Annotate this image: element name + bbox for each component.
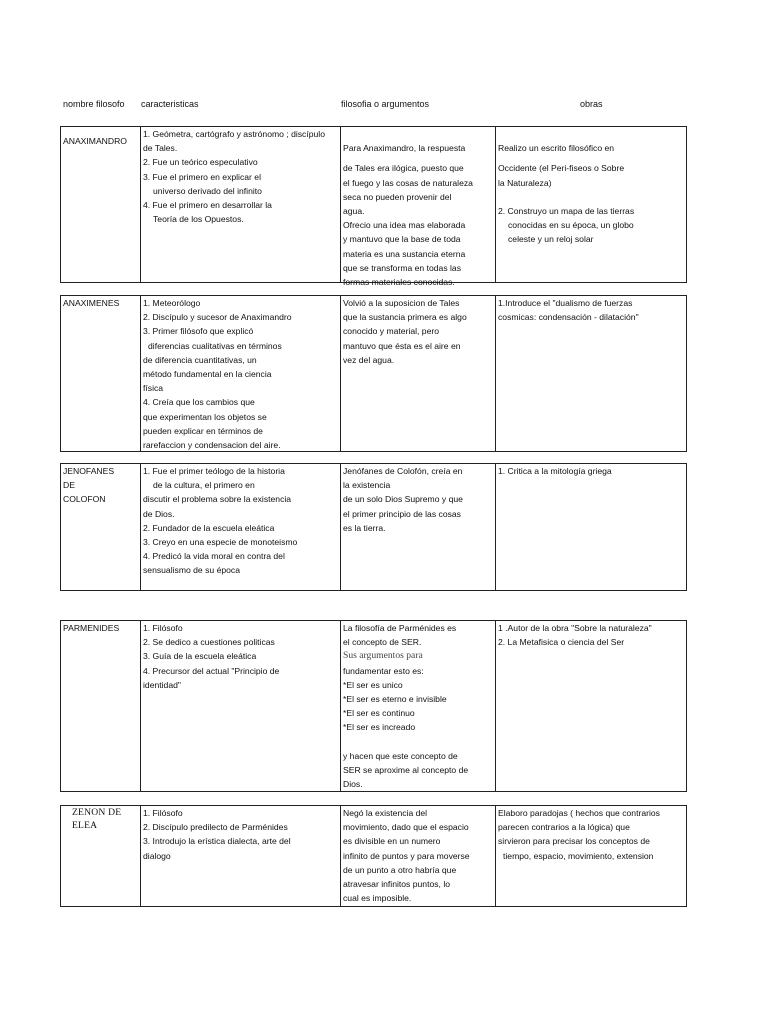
text-line: rarefaccion y condensacion del aire. <box>143 440 281 451</box>
philosophy-cell <box>340 621 495 791</box>
text-line: Realizo un escrito filosófico en <box>498 143 615 154</box>
text-line: Volvió a la suposicion de Tales <box>343 298 460 308</box>
text-line: es la tierra. <box>343 522 386 533</box>
philosopher-name: ZENON DE <box>72 807 122 818</box>
text-line: Teoría de los Opuestos. <box>153 214 244 225</box>
text-line: sensualismo de su época <box>143 565 240 576</box>
philosopher-name: COLOFON <box>63 494 106 505</box>
text-line: fundamentar esto es: <box>343 665 424 676</box>
characteristics-cell <box>140 296 340 451</box>
text-line: Negó la existencia del <box>343 808 428 818</box>
text-line: SER se aproxime al concepto de <box>343 765 469 776</box>
text-line: es divisible en un numero <box>343 836 441 847</box>
philosopher-name: ANAXIMANDRO <box>63 136 127 146</box>
blank-line <box>498 127 686 141</box>
text-line: universo derivado del infinito <box>153 185 262 196</box>
name-cell <box>61 127 140 282</box>
text-line: Jenófanes de Colofón, creía en <box>343 466 463 476</box>
text-line: identidad" <box>143 679 181 690</box>
philosopher-name: ELEA <box>72 820 98 831</box>
text-line: de Dios. <box>143 508 175 519</box>
name-cell <box>61 464 140 590</box>
philosopher-name: ANAXIMENES <box>63 298 120 308</box>
text-line: 3. Primer filósofo que explicó <box>143 326 254 337</box>
text-line: *El ser es continuo <box>343 708 415 719</box>
philosopher-row <box>60 126 687 288</box>
header-philosophy: filosofia o argumentos <box>341 99 430 109</box>
works-cell <box>495 621 688 791</box>
text-line: de un solo Dios Supremo y que <box>343 494 463 505</box>
text-line: *El ser es increado <box>343 722 416 733</box>
text-line: 2. Construyo un mapa de las tierras <box>498 205 635 216</box>
text-line: 1 .Autor de la obra "Sobre la naturaleza" <box>498 623 652 633</box>
text-line: discutir el problema sobre la existencia <box>143 494 292 505</box>
blank-line <box>343 735 493 749</box>
text-line: 4. Fue el primero en desarrollar la <box>143 200 272 211</box>
works-cell <box>495 127 688 282</box>
text-line: celeste y un reloj solar <box>508 234 594 245</box>
text-line: cual es imposible. <box>343 893 412 904</box>
text-line: conocido y material, pero <box>343 326 440 337</box>
header-works: obras <box>580 99 603 109</box>
blank-line <box>343 127 493 141</box>
text-line: 1. Filósofo <box>143 808 183 818</box>
philosopher-name: JENOFANES <box>63 466 115 476</box>
text-line: 2. Discípulo y sucesor de Anaximandro <box>143 312 292 323</box>
text-line: método fundamental en la ciencia <box>143 369 272 380</box>
philosophy-cell <box>340 127 495 288</box>
philosopher-row <box>60 620 687 792</box>
philosopher-row <box>60 463 687 591</box>
text-line: 3. Fue el primero en explicar el <box>143 171 261 182</box>
philosophy-cell <box>340 806 495 906</box>
text-line: la Naturaleza) <box>498 177 552 188</box>
characteristics-cell <box>140 806 340 906</box>
text-line: que experimentan los objetos se <box>143 411 267 422</box>
text-line: sirvieron para precisar los conceptos de <box>498 836 650 847</box>
text-line: movimiento, dado que el espacio <box>343 822 469 833</box>
philosophy-cell <box>340 296 495 451</box>
name-cell <box>61 296 140 451</box>
text-line: tiempo, espacio, movimiento, extension <box>503 850 654 861</box>
philosophy-cell <box>340 464 495 590</box>
philosopher-row <box>60 805 687 907</box>
name-cell <box>61 806 140 906</box>
text-line: 2. La Metafisica o ciencia del Ser <box>498 637 625 648</box>
text-line: seca no pueden provenir del <box>343 191 452 202</box>
text-line: mantuvo que ésta es el aire en <box>343 340 461 351</box>
text-line: pueden explicar en términos de <box>143 425 263 436</box>
text-line: Occidente (el Peri-fiseos o Sobre <box>498 163 625 174</box>
text-line: Sus argumentos para <box>343 650 423 662</box>
text-line: 2. Fue un teórico especulativo <box>143 157 258 168</box>
characteristics-cell <box>140 127 340 282</box>
text-line: y hacen que este concepto de <box>343 750 458 761</box>
text-line: 3. Guía de la escuela eleática <box>143 651 257 662</box>
text-line: *El ser es unico <box>343 679 403 690</box>
text-line: parecen contrarios a la lógica) que <box>498 822 630 833</box>
philosopher-name: DE <box>63 480 75 491</box>
text-line: el concepto de SER. <box>343 637 422 648</box>
text-line: la existencia <box>343 480 391 491</box>
text-line: que la sustancia primera es algo <box>343 312 467 323</box>
text-line: 1. Meteorólogo <box>143 298 201 308</box>
text-line: el fuego y las cosas de naturaleza <box>343 177 473 188</box>
text-line: 3. Creyo en una especie de monoteismo <box>143 537 298 548</box>
text-line: 1.Introduce el "dualismo de fuerzas <box>498 298 633 308</box>
text-line: el primer principio de las cosas <box>343 508 461 519</box>
header-characteristics: caracteristicas <box>141 99 199 109</box>
text-line: conocidas en su época, un globo <box>508 220 634 231</box>
text-line: de diferencia cuantitativas, un <box>143 354 257 365</box>
text-line: 3. Introdujo la erística dialecta, arte del <box>143 836 291 847</box>
characteristics-cell <box>140 464 340 590</box>
text-line: 4. Precursor del actual "Principio de <box>143 665 280 676</box>
text-line: 1. Fue el primer teólogo de la historia <box>143 466 285 476</box>
text-line: 1. Geómetra, cartógrafo y astrónomo ; discípulo <box>143 129 325 139</box>
text-line: física <box>143 383 164 394</box>
text-line: 4. Predicó la vida moral en contra del <box>143 551 285 562</box>
text-line: 1. Filósofo <box>143 623 183 633</box>
works-cell <box>495 464 688 590</box>
text-line: de Tales. <box>143 143 178 154</box>
characteristics-cell <box>140 621 340 791</box>
text-line: formas materiales conocidas. <box>343 277 455 288</box>
text-line: infinito de puntos y para moverse <box>343 850 470 861</box>
text-line: que se transforma en todas las <box>343 262 461 273</box>
text-line: cosmicas: condensación - dilatación" <box>498 312 639 323</box>
text-line: Para Anaximandro, la respuesta <box>343 143 466 154</box>
text-line: de la cultura, el primero en <box>153 480 255 491</box>
text-line: dialogo <box>143 850 171 861</box>
name-cell <box>61 621 140 791</box>
text-line: 1. Critica a la mitología griega <box>498 466 612 476</box>
works-cell <box>495 806 688 906</box>
header-name: nombre filosofo <box>63 99 125 109</box>
text-line: *El ser es eterno e invisible <box>343 694 447 705</box>
philosopher-name: PARMENIDES <box>63 623 120 633</box>
text-line: agua. <box>343 206 365 216</box>
text-line: de Tales era ilógica, puesto que <box>343 163 464 174</box>
text-line: 2. Se dedico a cuestiones politicas <box>143 637 275 648</box>
text-line: vez del agua. <box>343 354 395 365</box>
text-line: 2. Fundador de la escuela eleática <box>143 522 275 533</box>
text-line: diferencias cualitativas en términos <box>148 340 282 351</box>
works-cell <box>495 296 688 451</box>
text-line: Dios. <box>343 779 363 790</box>
text-line: Ofrecio una idea mas elaborada <box>343 220 466 231</box>
text-line: La filosofía de Parménides es <box>343 623 457 633</box>
text-line: y mantuvo que la base de toda <box>343 234 461 245</box>
philosopher-row <box>60 295 687 452</box>
text-line: 2. Discípulo predilecto de Parménides <box>143 822 288 833</box>
text-line: atravesar infinitos puntos, lo <box>343 879 451 890</box>
text-line: Elaboro paradojas ( hechos que contrarios <box>498 808 660 818</box>
text-line: 4. Creía que los cambios que <box>143 397 255 408</box>
text-line: materia es una sustancia eterna <box>343 248 466 259</box>
blank-line <box>498 190 686 204</box>
text-line: de un punto a otro habría que <box>343 864 457 875</box>
